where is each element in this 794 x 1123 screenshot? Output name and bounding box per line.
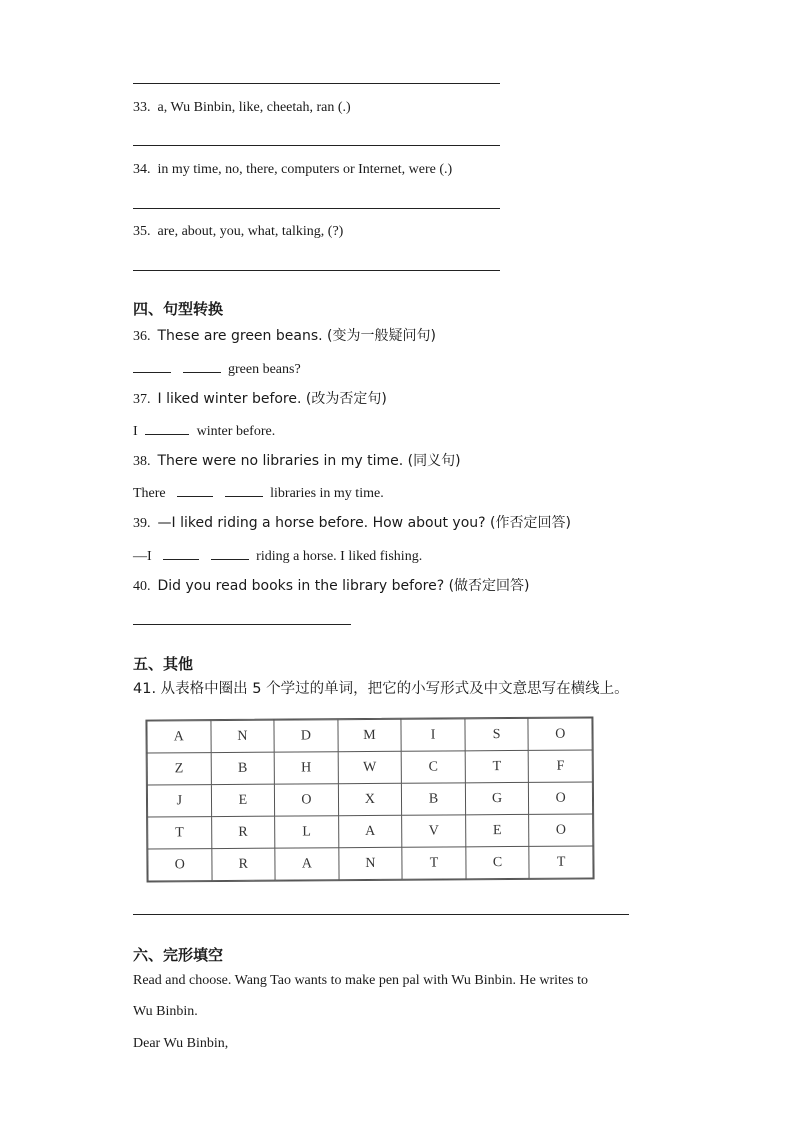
grid-cell[interactable]: T	[529, 846, 593, 878]
grid-cell[interactable]: T	[148, 817, 212, 849]
grid-cell[interactable]: O	[275, 784, 339, 816]
grid-cell[interactable]: F	[529, 750, 593, 782]
question-text: Did you read books in the library before? (做否定回答)	[157, 578, 530, 594]
question-number: 39.	[133, 516, 151, 531]
question-33	[133, 99, 351, 117]
grid-cell[interactable]: E	[465, 814, 529, 846]
answer-head: —I	[133, 549, 152, 564]
grid-row	[148, 814, 593, 849]
grid-cell[interactable]: O	[148, 849, 212, 881]
answer-line[interactable]	[133, 270, 500, 271]
question-text: I liked winter before. (改为否定句)	[157, 391, 387, 407]
grid-cell[interactable]: V	[402, 815, 466, 847]
grid-cell[interactable]: E	[211, 784, 275, 816]
blank-input[interactable]	[163, 546, 199, 560]
answer-38	[133, 483, 384, 503]
grid-cell[interactable]: A	[275, 848, 339, 880]
grid-cell[interactable]: R	[211, 848, 275, 880]
question-34	[133, 161, 452, 179]
blank-input[interactable]	[133, 359, 171, 373]
grid-cell[interactable]: B	[211, 752, 275, 784]
question-number: 36.	[133, 329, 151, 344]
section-title: 六、完形填空	[133, 946, 224, 964]
cloze-intro-line-1: Read and choose. Wang Tao wants to make pen pal with Wu Binbin. He writes to	[133, 973, 588, 988]
question-40	[133, 577, 530, 596]
question-text: —I liked riding a horse before. How about you? (作否定回答)	[157, 515, 571, 531]
question-38	[133, 452, 461, 471]
grid-cell[interactable]: A	[147, 721, 211, 753]
question-41: 41. 从表格中圈出 5 个学过的单词，把它的小写形式及中文意思写在横线上。	[133, 681, 629, 697]
answer-line[interactable]	[133, 624, 351, 625]
answer-line[interactable]	[133, 83, 500, 84]
question-number: 34.	[133, 162, 151, 177]
blank-input[interactable]	[211, 546, 249, 560]
blank-input[interactable]	[177, 483, 213, 497]
question-text: a, Wu Binbin, like, cheetah, ran (.)	[157, 100, 351, 115]
answer-tail: winter before.	[196, 424, 276, 439]
answer-36	[133, 359, 301, 379]
question-number: 37.	[133, 392, 151, 407]
answer-tail: green beans?	[228, 362, 301, 377]
grid-cell[interactable]: O	[528, 718, 592, 750]
section-title: 四、句型转换	[133, 300, 224, 318]
grid-cell[interactable]: W	[338, 751, 402, 783]
question-35	[133, 223, 343, 241]
answer-39	[133, 546, 422, 566]
grid-cell[interactable]: G	[465, 782, 529, 814]
grid-cell[interactable]: O	[529, 814, 593, 846]
section-title: 五、其他	[133, 655, 194, 673]
answer-tail: libraries in my time.	[270, 486, 384, 501]
answer-line[interactable]	[133, 914, 629, 915]
grid-cell[interactable]: I	[401, 719, 465, 751]
question-text: There were no libraries in my time. (同义句)	[157, 453, 461, 469]
grid-row	[147, 718, 592, 753]
grid-cell[interactable]: O	[529, 782, 593, 814]
grid-cell[interactable]: H	[274, 752, 338, 784]
question-text: These are green beans. (变为一般疑问句)	[157, 328, 436, 344]
grid-cell[interactable]: L	[275, 816, 339, 848]
question-number: 33.	[133, 100, 151, 115]
grid-cell[interactable]: J	[147, 785, 211, 817]
grid-cell[interactable]: D	[274, 720, 338, 752]
answer-line[interactable]	[133, 145, 500, 146]
answer-line[interactable]	[133, 208, 500, 209]
grid-row	[148, 846, 593, 881]
grid-cell[interactable]: N	[211, 720, 275, 752]
grid-row	[147, 750, 592, 785]
grid-row	[147, 782, 592, 817]
grid-cell[interactable]: R	[211, 816, 275, 848]
grid-cell[interactable]: S	[465, 718, 529, 750]
grid-cell[interactable]: T	[402, 847, 466, 879]
grid-cell[interactable]: A	[338, 815, 402, 847]
grid-cell[interactable]: N	[339, 847, 403, 879]
question-39	[133, 514, 571, 533]
blank-input[interactable]	[183, 359, 221, 373]
question-36	[133, 327, 436, 346]
answer-tail: riding a horse. I liked fishing.	[256, 549, 423, 564]
answer-head: There	[133, 486, 166, 501]
letter-grid	[146, 717, 593, 881]
question-number: 38.	[133, 454, 151, 469]
question-text: are, about, you, what, talking, (?)	[157, 224, 344, 239]
grid-cell[interactable]: Z	[147, 753, 211, 785]
blank-input[interactable]	[225, 483, 263, 497]
grid-cell[interactable]: M	[338, 719, 402, 751]
answer-head: I	[133, 424, 138, 439]
question-text: in my time, no, there, computers or Internet, were (.)	[157, 162, 453, 177]
grid-cell[interactable]: B	[402, 783, 466, 815]
cloze-intro-line-2: Wu Binbin.	[133, 1004, 198, 1019]
question-number: 35.	[133, 224, 151, 239]
grid-cell[interactable]: C	[466, 846, 530, 878]
grid-cell[interactable]: X	[338, 783, 402, 815]
grid-cell[interactable]: T	[465, 750, 529, 782]
grid-cell[interactable]: C	[401, 751, 465, 783]
letter-salutation: Dear Wu Binbin,	[133, 1036, 229, 1051]
blank-input[interactable]	[145, 421, 189, 435]
answer-37	[133, 421, 275, 441]
question-number: 40.	[133, 579, 151, 594]
question-37	[133, 390, 387, 409]
